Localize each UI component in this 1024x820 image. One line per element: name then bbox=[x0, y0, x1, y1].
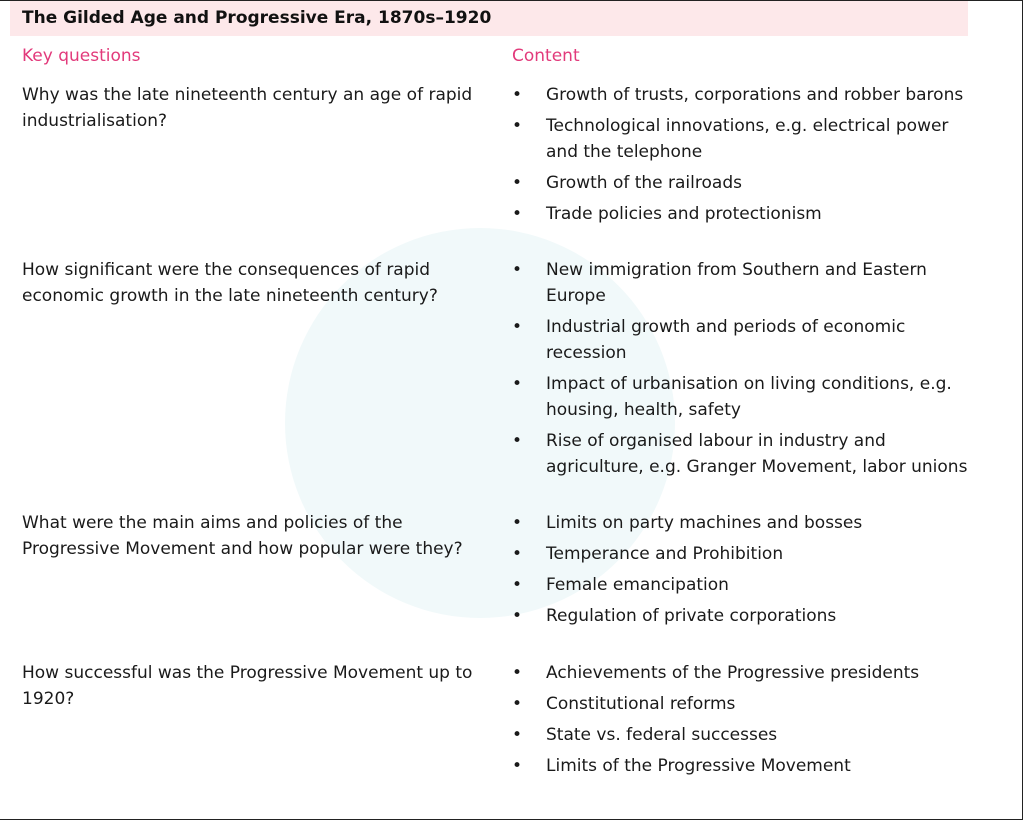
content-item bbox=[512, 510, 972, 536]
key-question: What were the main aims and policies of the Progressive Movement and how popular were they? bbox=[22, 513, 463, 559]
key-question: How significant were the consequences of rapid economic growth in the late nineteenth century? bbox=[22, 260, 438, 306]
content-item-text: Achievements of the Progressive presidents bbox=[546, 663, 920, 683]
content-item-text: Impact of urbanisation on living conditions, e.g. housing, health, safety bbox=[546, 374, 952, 420]
bullet-icon: • bbox=[512, 544, 523, 564]
content-item-text: Limits on party machines and bosses bbox=[546, 513, 863, 533]
content-item bbox=[512, 82, 972, 108]
bullet-icon: • bbox=[512, 431, 523, 451]
content-item-text: Rise of organised labour in industry and agriculture, e.g. Granger Movement, labor unions bbox=[546, 431, 968, 477]
bullet-icon: • bbox=[512, 260, 523, 280]
bullet-icon: • bbox=[512, 694, 523, 714]
content-item bbox=[512, 170, 972, 196]
content-item bbox=[512, 753, 972, 779]
key-question: Why was the late nineteenth century an age of rapid industrialisation? bbox=[22, 85, 473, 131]
page-title: The Gilded Age and Progressive Era, 1870s–1920 bbox=[22, 8, 492, 28]
bullet-icon: • bbox=[512, 374, 523, 394]
content-item bbox=[512, 572, 972, 598]
content-item-text: Temperance and Prohibition bbox=[546, 544, 784, 564]
bullet-icon: • bbox=[512, 85, 523, 105]
content-item bbox=[512, 722, 972, 748]
content-item-text: Industrial growth and periods of economic recession bbox=[546, 317, 906, 363]
bullet-icon: • bbox=[512, 116, 523, 136]
content-item bbox=[512, 314, 972, 366]
content-item bbox=[512, 371, 972, 423]
content-item bbox=[512, 541, 972, 567]
bullet-icon: • bbox=[512, 204, 523, 224]
content-list bbox=[512, 660, 972, 784]
content-list bbox=[512, 257, 972, 485]
content-item-text: Limits of the Progressive Movement bbox=[546, 756, 851, 776]
content-item bbox=[512, 113, 972, 165]
content-item-text: Growth of trusts, corporations and robber barons bbox=[546, 85, 964, 105]
content-list bbox=[512, 510, 972, 634]
bullet-icon: • bbox=[512, 756, 523, 776]
bullet-icon: • bbox=[512, 513, 523, 533]
content-item bbox=[512, 201, 972, 227]
content-item-text: Growth of the railroads bbox=[546, 173, 742, 193]
bullet-icon: • bbox=[512, 317, 523, 337]
content-header: Content bbox=[512, 46, 580, 66]
content-item-text: Constitutional reforms bbox=[546, 694, 736, 714]
bullet-icon: • bbox=[512, 575, 523, 595]
content-item bbox=[512, 660, 972, 686]
content-item bbox=[512, 257, 972, 309]
content-item-text: State vs. federal successes bbox=[546, 725, 778, 745]
content-item bbox=[512, 603, 972, 629]
bullet-icon: • bbox=[512, 725, 523, 745]
key-question: How successful was the Progressive Movement up to 1920? bbox=[22, 663, 473, 709]
bullet-icon: • bbox=[512, 663, 523, 683]
content-item-text: Regulation of private corporations bbox=[546, 606, 837, 626]
content-item bbox=[512, 691, 972, 717]
bullet-icon: • bbox=[512, 173, 523, 193]
content-list bbox=[512, 82, 972, 232]
content-item bbox=[512, 428, 972, 480]
content-item-text: Technological innovations, e.g. electrical power and the telephone bbox=[546, 116, 949, 162]
content-item-text: New immigration from Southern and Eastern Europe bbox=[546, 260, 927, 306]
bullet-icon: • bbox=[512, 606, 523, 626]
key-questions-header: Key questions bbox=[22, 46, 141, 66]
content-item-text: Female emancipation bbox=[546, 575, 729, 595]
content-item-text: Trade policies and protectionism bbox=[546, 204, 822, 224]
